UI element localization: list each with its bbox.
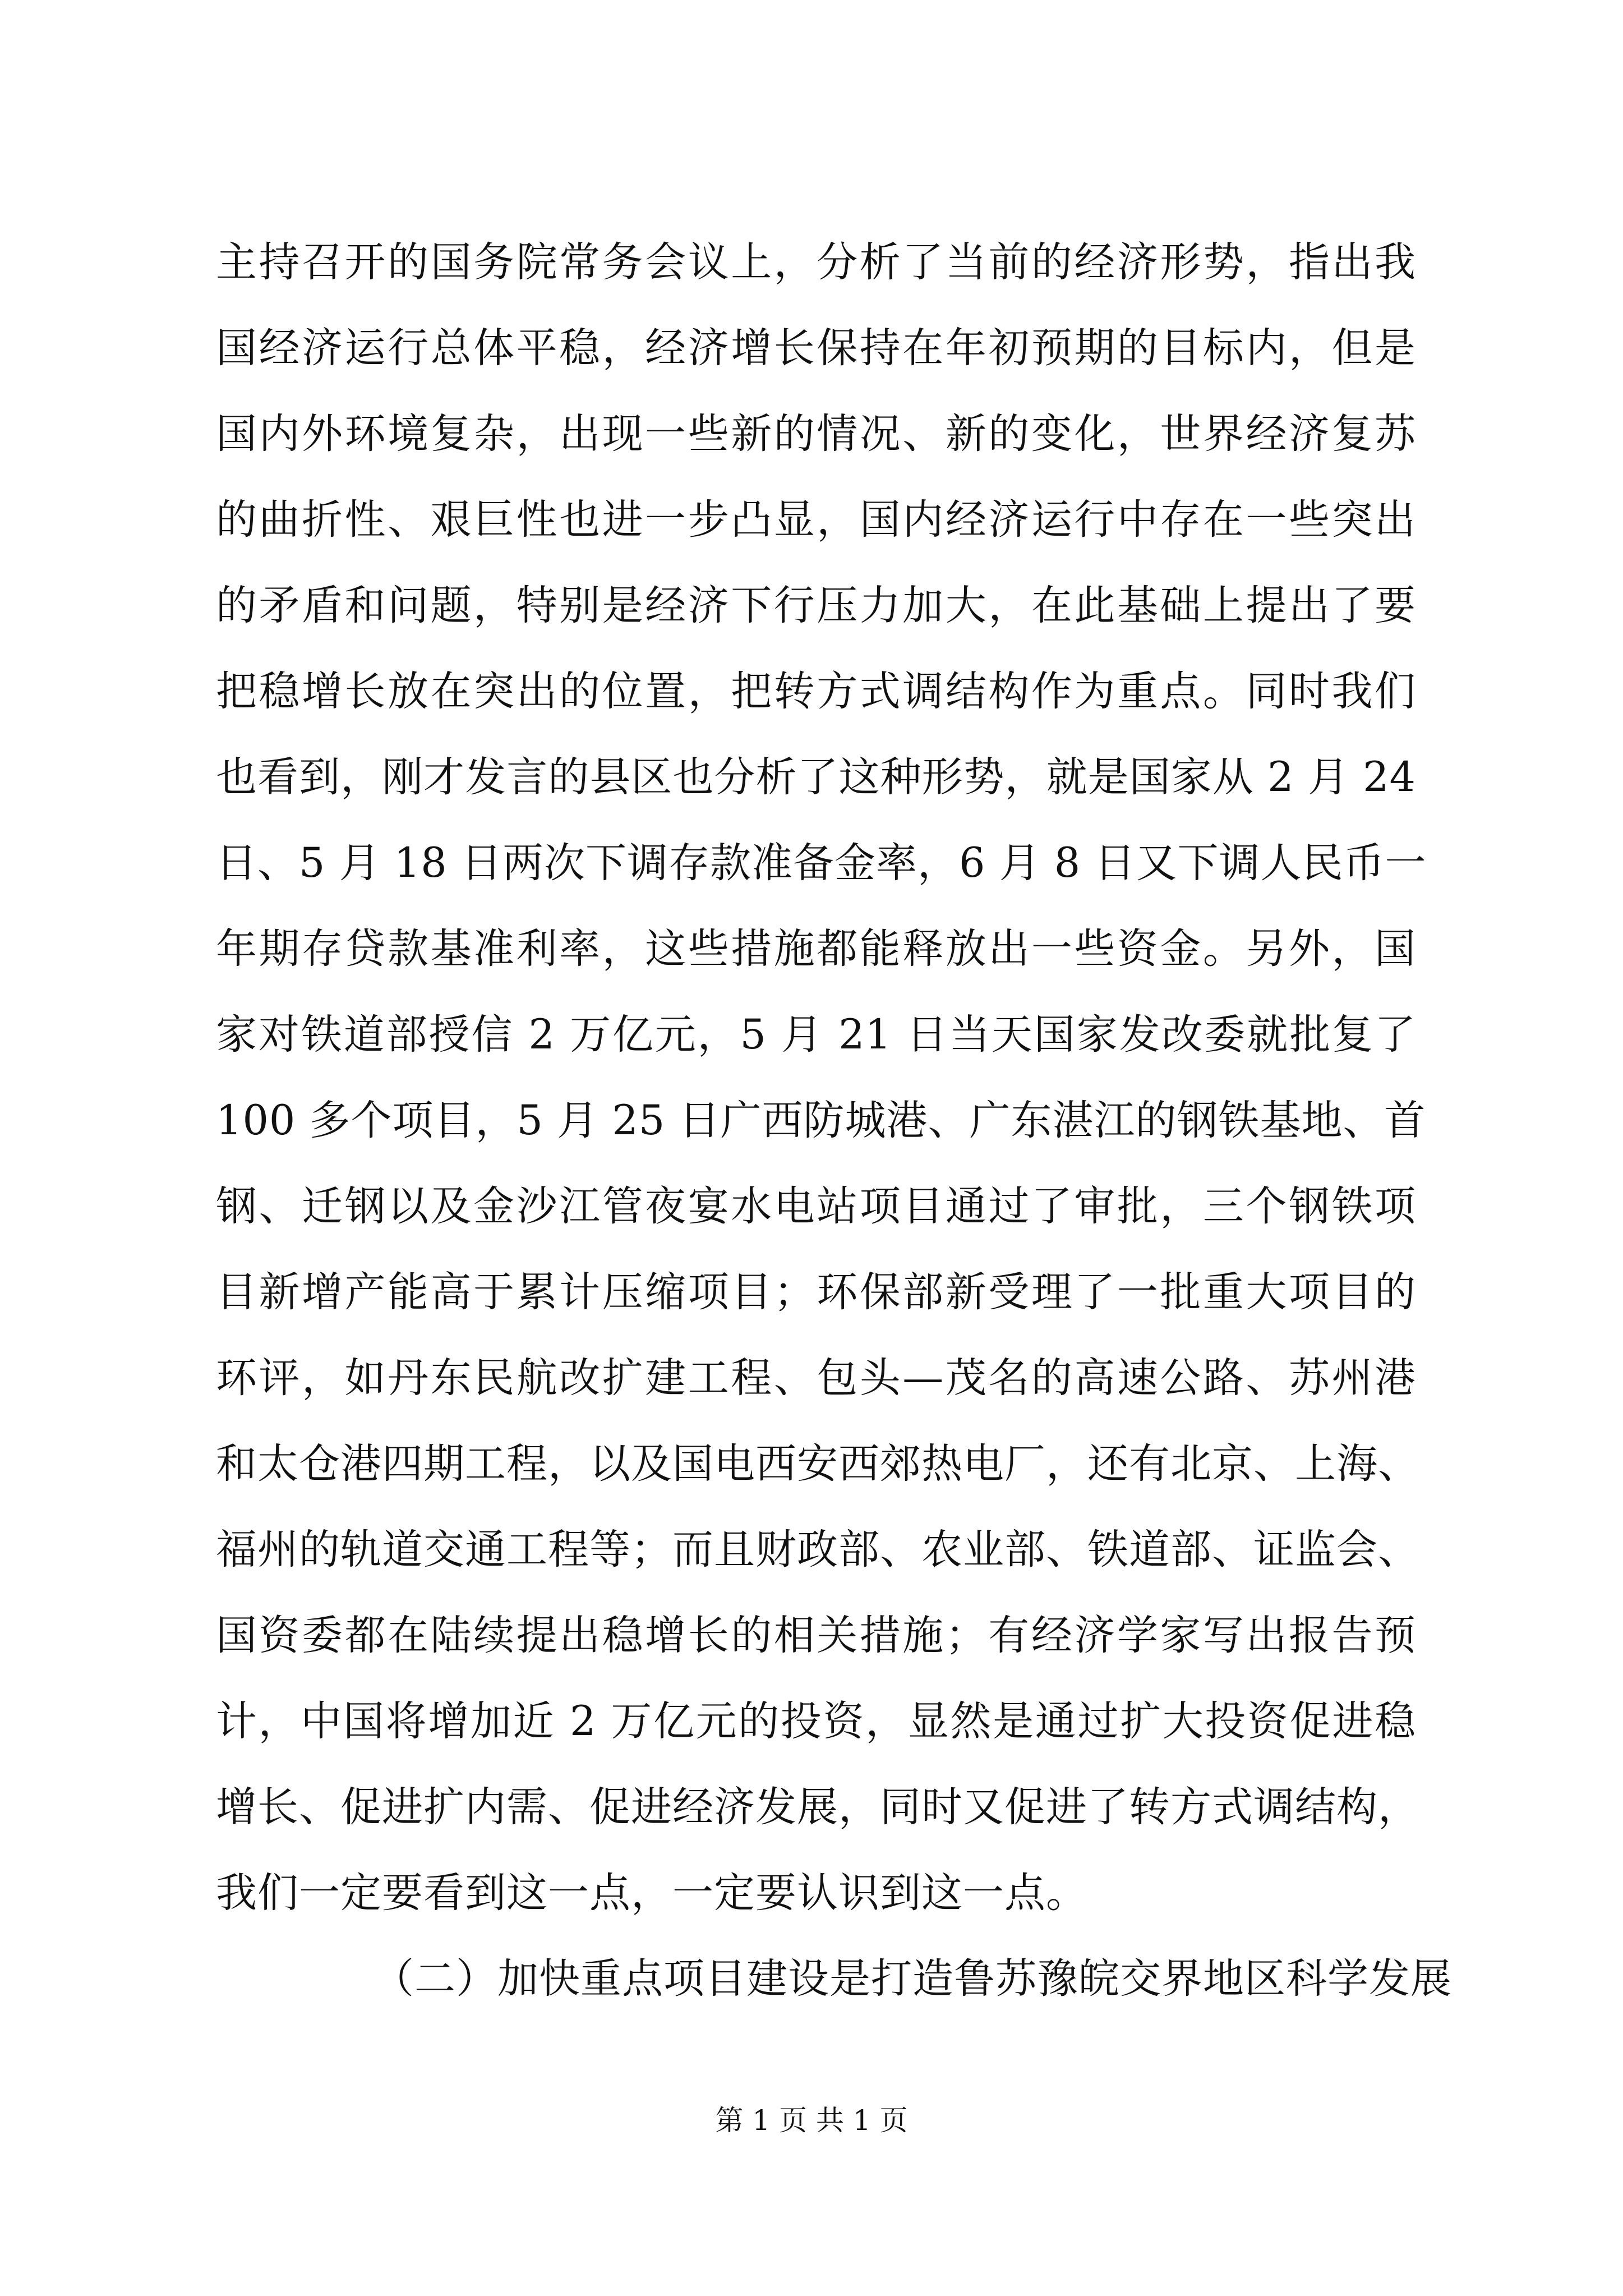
text-line: 也看到，刚才发言的县区也分析了这种形势，就是国家从 2 月 24 xyxy=(216,753,1416,801)
body-text xyxy=(216,236,1452,2038)
text-line: 的矛盾和问题，特别是经济下行压力加大，在此基础上提出了要 xyxy=(216,582,1416,629)
text-line: 国内外环境复杂，出现一些新的情况、新的变化，世界经济复苏 xyxy=(216,410,1416,458)
text-line: 目新增产能高于累计压缩项目；环保部新受理了一批重大项目的 xyxy=(216,1268,1416,1316)
text-line: 主持召开的国务院常务会议上，分析了当前的经济形势，指出我 xyxy=(216,238,1416,286)
text-line: 家对铁道部授信 2 万亿元，5 月 21 日当天国家发改委就批复了 xyxy=(216,1011,1416,1059)
text-line: 年期存贷款基准利率，这些措施都能释放出一些资金。另外，国 xyxy=(216,925,1416,973)
text-line: 100 多个项目，5 月 25 日广西防城港、广东湛江的钢铁基地、首 xyxy=(216,1097,1426,1144)
text-line: 国资委都在陆续提出稳增长的相关措施；有经济学家写出报告预 xyxy=(216,1612,1416,1659)
text-line: 环评，如丹东民航改扩建工程、包头—茂名的高速公路、苏州港 xyxy=(216,1354,1416,1402)
text-line: 福州的轨道交通工程等；而且财政部、农业部、铁道部、证监会、 xyxy=(216,1526,1419,1573)
text-line: 国经济运行总体平稳，经济增长保持在年初预期的目标内，但是 xyxy=(216,324,1416,372)
page-footer: 第 1 页 共 1 页 xyxy=(715,2104,908,2137)
text-line: 计，中国将增加近 2 万亿元的投资，显然是通过扩大投资促进稳 xyxy=(216,1697,1416,1745)
text-line: 钢、迁钢以及金沙江管夜宴水电站项目通过了审批，三个钢铁项 xyxy=(216,1182,1416,1230)
text-line: 和太仓港四期工程，以及国电西安西郊热电厂，还有北京、上海、 xyxy=(216,1440,1419,1488)
text-line: 把稳增长放在突出的位置，把转方式调结构作为重点。同时我们 xyxy=(216,668,1416,715)
text-line: 的曲折性、艰巨性也进一步凸显，国内经济运行中存在一些突出 xyxy=(216,496,1416,544)
paragraph-end-line: 我们一定要看到这一点，一定要认识到这一点。 xyxy=(216,1869,1087,1917)
section-heading-line: （二）加快重点项目建设是打造鲁苏豫皖交界地区科学发展 xyxy=(373,1955,1452,2003)
text-line: 日、5 月 18 日两次下调存款准备金率，6 月 8 日又下调人民币一 xyxy=(216,839,1427,887)
text-line: 增长、促进扩内需、促进经济发展，同时又促进了转方式调结构， xyxy=(216,1783,1419,1831)
